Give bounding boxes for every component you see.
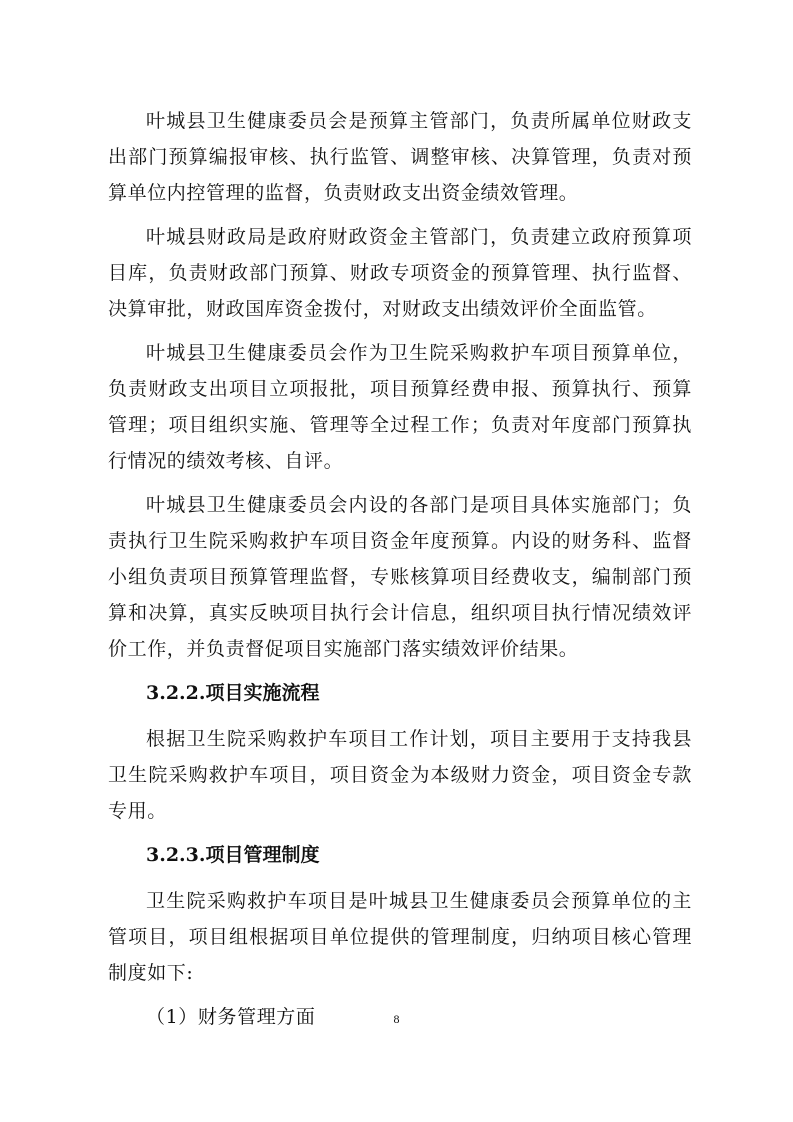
- paragraph-implementing-departments: 叶城县卫生健康委员会内设的各部门是项目具体实施部门；负责执行卫生院采购救护车项目资金年度预算。内设的财务科、监督小组负责项目预算管理监督，专账核算项目经费收支，编制部门预算和决算，真实反映项目执行会计信息，组织项目执行情况绩效评价工作，并负责督促项目实施部门落实绩效评价结果。: [108, 494, 692, 660]
- page-number: 8: [393, 1012, 400, 1026]
- paragraph-budget-authority: 叶城县卫生健康委员会是预算主管部门，负责所属单位财政支出部门预算编报审核、执行监管、调整审核、决算管理，负责对预算单位内控管理的监督，负责财政支出资金绩效管理。: [108, 110, 692, 204]
- section-heading-implementation-process: 3.2.2.项目实施流程: [146, 682, 320, 704]
- paragraph-implementation-process: 根据卫生院采购救护车项目工作计划，项目主要用于支持我县卫生院采购救护车项目，项目资金为本级财力资金，项目资金专款专用。: [108, 728, 692, 822]
- section-heading-management-system: 3.2.3.项目管理制度: [146, 844, 320, 866]
- paragraph-management-system: 卫生院采购救护车项目是叶城县卫生健康委员会预算单位的主管项目，项目组根据项目单位提供的管理制度，归纳项目核心管理制度如下:: [108, 890, 692, 984]
- paragraph-finance-bureau: 叶城县财政局是政府财政资金主管部门，负责建立政府预算项目库，负责财政部门预算、财政专项资金的预算管理、执行监督、决算审批，财政国库资金拨付，对财政支出绩效评价全面监管。: [108, 226, 692, 320]
- paragraph-project-budget-unit: 叶城县卫生健康委员会作为卫生院采购救护车项目预算单位，负责财政支出项目立项报批，项目预算经费申报、预算执行、预算管理；项目组织实施、管理等全过程工作；负责对年度部门预算执行情况的绩效考核、自评。: [108, 342, 692, 472]
- list-item-financial-management: （1）财务管理方面: [146, 1006, 316, 1028]
- page-body: [108, 103, 692, 1035]
